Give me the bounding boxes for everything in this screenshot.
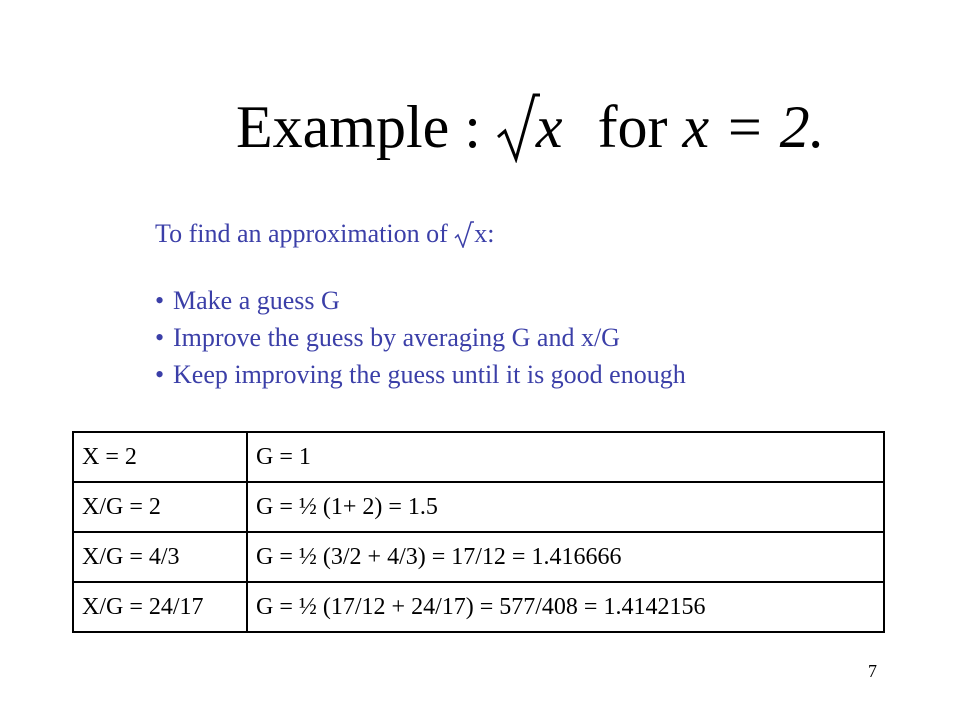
table-cell-ratio: X/G = 2 [73, 482, 247, 532]
title-radicand: x [535, 94, 563, 160]
iteration-table [72, 431, 885, 633]
table-cell-ratio: X/G = 4/3 [73, 532, 247, 582]
table-row [73, 532, 884, 582]
bullet-text: Keep improving the guess until it is good enough [173, 360, 686, 389]
table-row [73, 482, 884, 532]
bullet-item [155, 356, 686, 393]
sqrt-icon [496, 91, 540, 163]
slide-title [236, 94, 825, 160]
intro-sqrt-icon [454, 220, 474, 248]
title-sqrt [496, 94, 563, 160]
intro-suffix: x: [474, 219, 495, 248]
bullet-list [155, 282, 686, 393]
title-equation: x = 2. [682, 94, 825, 160]
page-number: 7 [868, 661, 877, 681]
table-cell-ratio: X/G = 24/17 [73, 582, 247, 632]
table-row [73, 582, 884, 632]
title-example-label: Example : [236, 94, 481, 160]
table-cell-ratio: X = 2 [73, 432, 247, 482]
intro-prefix: To find an approximation of [155, 219, 448, 248]
bullet-text: Improve the guess by averaging G and x/G [173, 323, 620, 352]
table-cell-guess: G = ½ (1+ 2) = 1.5 [247, 482, 884, 532]
table-row [73, 432, 884, 482]
bullet-dot-icon: • [155, 323, 165, 352]
intro-line [155, 219, 495, 249]
bullet-item [155, 319, 686, 356]
title-for-label: for [597, 94, 668, 160]
bullet-dot-icon: • [155, 286, 165, 315]
bullet-text: Make a guess G [173, 286, 340, 315]
table-cell-guess: G = 1 [247, 432, 884, 482]
table-cell-guess: G = ½ (3/2 + 4/3) = 17/12 = 1.416666 [247, 532, 884, 582]
bullet-dot-icon: • [155, 360, 165, 389]
table-cell-guess: G = ½ (17/12 + 24/17) = 577/408 = 1.4142156 [247, 582, 884, 632]
bullet-item [155, 282, 686, 319]
